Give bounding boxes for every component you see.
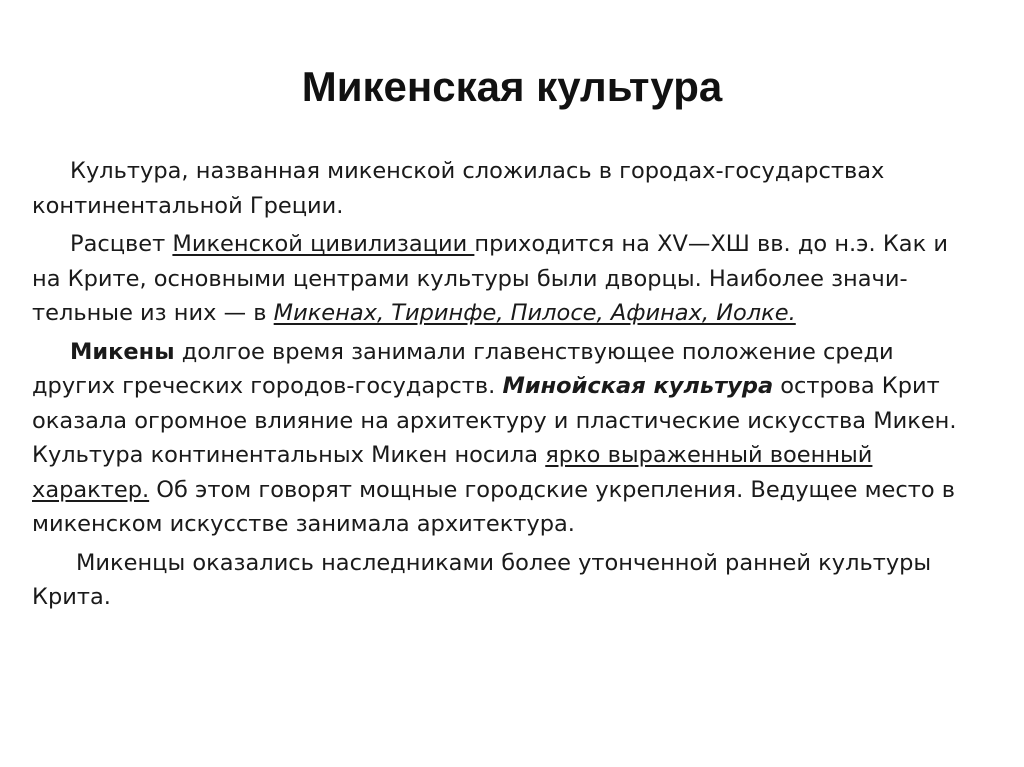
p3-line-6: микенском искусстве занимала архитектура.	[32, 511, 575, 537]
p2-line-1-end: приходится на XV—ХШ вв. до н.э. Как и	[474, 231, 948, 257]
minoan-culture-emphasis: Минойская культура	[502, 373, 774, 399]
military-character-link-part1[interactable]: ярко выраженный военный	[545, 442, 873, 468]
p1-line-1: Культура, названная микенской сложилась в городах-государствах	[70, 158, 885, 184]
p3-line-5-rest: Об этом говорят мощные городские укрепления. Ведущее место в	[149, 476, 956, 503]
military-character-link-part2[interactable]: характер.	[32, 476, 150, 503]
p3-line-4	[32, 438, 992, 473]
p2-line-2: на Крите, основными центрами культуры были дворцы. Наиболее значи-	[32, 265, 908, 292]
p4-line-2: Крита.	[32, 584, 111, 610]
p3-line-5	[32, 473, 992, 508]
slide-title: Микенская культура	[301, 63, 723, 110]
p3-line-1	[32, 335, 992, 370]
p2-line-1-start: Расцвет	[70, 231, 173, 257]
p4-line-1: Микенцы оказались наследниками более утонченной ранней культуры	[76, 549, 932, 576]
mycenaean-civilization-link[interactable]: Микенской цивилизации	[172, 231, 475, 257]
palaces-cities-link[interactable]: Микенах, Тиринфе, Пилосе, Афинах, Иолке.	[273, 300, 796, 326]
p1-line-2: континентальной Греции.	[32, 192, 344, 219]
p2-line-1	[32, 227, 992, 262]
p3-line-1-rest: долгое время занимали главенствующее положение среди	[174, 338, 894, 365]
slide-body	[32, 154, 992, 619]
paragraph-1	[32, 154, 992, 223]
paragraph-4	[32, 546, 992, 615]
p3-line-3: оказала огромное влияние на архитектуру и пластические искусства Микен.	[32, 407, 957, 434]
p2-line-3	[32, 296, 992, 331]
paragraph-3	[32, 335, 992, 542]
p3-line-2	[32, 369, 992, 404]
p3-line-2-start: других греческих городов-государств.	[32, 373, 503, 399]
paragraph-2	[32, 227, 992, 331]
p2-line-3-start: тельные из них — в	[32, 300, 274, 326]
p3-line-4-start: Культура континентальных Микен носила	[32, 442, 546, 468]
p3-line-2-end: острова Крит	[773, 373, 940, 399]
mycenae-bold: Микены	[70, 338, 175, 365]
